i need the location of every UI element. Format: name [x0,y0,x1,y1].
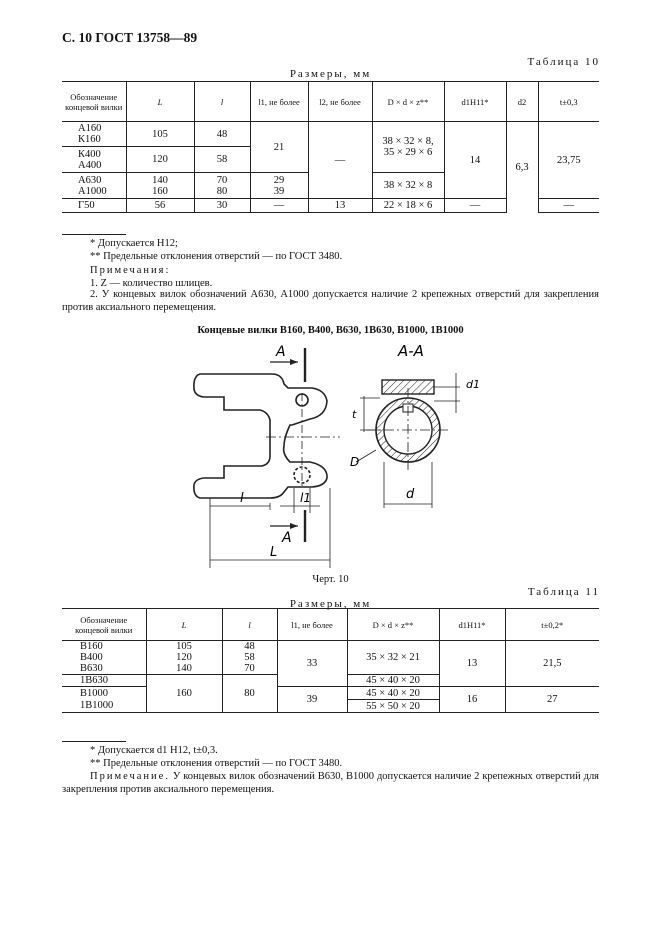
table-cell: — [538,199,599,213]
col-l2: l2, не более [308,82,372,122]
footnote: ** Предельные отклонения отверстий — по ГОСТ 3480. [90,251,343,262]
col-t: t±0,3 [538,82,599,122]
table10-caption: Таблица 10 [527,56,600,68]
table-cell: 120 [126,147,194,173]
table-cell: 48 58 70 [222,641,277,675]
table-cell: 33 [277,641,347,687]
table-cell: 14 [444,122,506,199]
table10-units: Размеры, мм [289,68,372,80]
note-item: 2. У концевых вилок обозначений А630, А1000 допускается наличие 2 крепежных отверстий для закрепления против аксиального перемещения. [62,289,599,313]
note-paragraph [62,770,599,796]
table-cell: 35 × 32 × 21 [347,641,439,675]
note-title: Примечание. [90,771,170,782]
col-L: L [146,609,222,641]
footnote-divider [62,234,126,235]
col-designation: Обозначение концевой вилки [62,609,146,641]
footnote: * Допускается d1 Н12, t±0,3. [90,745,218,756]
col-l: l [194,82,250,122]
section-marker-top [270,344,305,382]
table-cell: 30 [194,199,250,213]
table-cell: 48 [194,122,250,147]
table-cell: 1В630 [62,675,146,687]
table-cell: 29 39 [250,173,308,199]
col-d1: d1H11* [439,609,505,641]
table-cell: А160 К160 [62,122,126,147]
note-item: 1. Z — количество шлицев. [90,278,213,289]
table-cell: 140 160 [126,173,194,199]
col-designation: Обозначение концевой вилки [62,82,126,122]
table-cell: 23,75 [538,122,599,199]
table11-caption: Таблица 11 [527,586,600,598]
page-header: С. 10 ГОСТ 13758—89 [62,30,198,45]
col-d1: d1H11* [444,82,506,122]
table-cell: В160 В400 В630 [62,641,146,675]
section-label-top: A [276,344,286,360]
section-label-bottom: A [282,530,292,546]
footnote: * Допускается Н12; [90,238,178,249]
col-d2: d2 [506,82,538,122]
dim-t-label: t [352,408,357,421]
table-cell: 21 [250,122,308,173]
table-cell: 38 × 32 × 8 [372,173,444,199]
table-cell: 80 [222,675,277,713]
section-title: A-A [398,342,424,360]
dim-l1-label: l1 [300,491,311,505]
dim-L-label: L [270,545,278,560]
section-marker-bottom [270,510,305,546]
table-cell: Г50 [62,199,126,213]
table-cell: 22 × 18 × 6 [372,199,444,213]
table-cell: 6,3 [506,122,538,213]
table-cell: 16 [439,687,505,713]
table-cell: — [250,199,308,213]
table-cell: 58 [194,147,250,173]
table-cell: — [308,122,372,199]
table-cell: 160 [146,675,222,713]
table-cell: 13 [308,199,372,213]
col-D: D × d × z** [372,82,444,122]
table-cell: 70 80 [194,173,250,199]
dim-D-label: D [350,455,360,469]
table-cell: 21,5 [505,641,599,687]
drawing-title: Концевые вилки В160, В400, В630, 1В630, В1000, 1В1000 [197,325,464,336]
dim-d-label: d [406,487,415,502]
table-cell: 13 [439,641,505,687]
dim-d1-label: d1 [466,378,480,391]
fork-drawing [170,338,490,570]
note-text: У концевых вилок обозначений В630, В1000 допускается наличие 2 крепежных отверстий для закрепления против аксиального перемещения. [62,771,600,795]
fork-body [194,374,340,498]
table-cell: 45 × 40 × 20 [347,675,439,687]
table10 [62,81,599,213]
table-cell: 56 [126,199,194,213]
drawing-caption: Черт. 10 [312,574,349,585]
table-cell: 1В1000 [62,700,146,713]
table-cell: 39 [277,687,347,713]
footnote: ** Предельные отклонения отверстий — по ГОСТ 3480. [90,758,343,769]
col-L: L [126,82,194,122]
dim-l-label: l [240,491,244,506]
col-l1: l1, не более [277,609,347,641]
table-cell: А630 А1000 [62,173,126,199]
table-cell: 27 [505,687,599,713]
table11-units: Размеры, мм [289,598,372,610]
table-cell: 38 × 32 × 8, 35 × 29 × 6 [372,122,444,173]
table-cell: 105 120 140 [146,641,222,675]
section-view [366,380,450,472]
table-cell: 55 × 50 × 20 [347,700,439,713]
col-D: D × d × z** [347,609,439,641]
table-cell: 105 [126,122,194,147]
table-cell: В1000 [62,687,146,700]
col-l: l [222,609,277,641]
table-cell: — [444,199,506,213]
col-t: t±0,2* [505,609,599,641]
notes-title: Примечания: [90,265,171,276]
table11 [62,608,599,713]
table-cell: К400 А400 [62,147,126,173]
table-cell: 45 × 40 × 20 [347,687,439,700]
footnote-divider [62,741,126,742]
col-l1: l1, не более [250,82,308,122]
